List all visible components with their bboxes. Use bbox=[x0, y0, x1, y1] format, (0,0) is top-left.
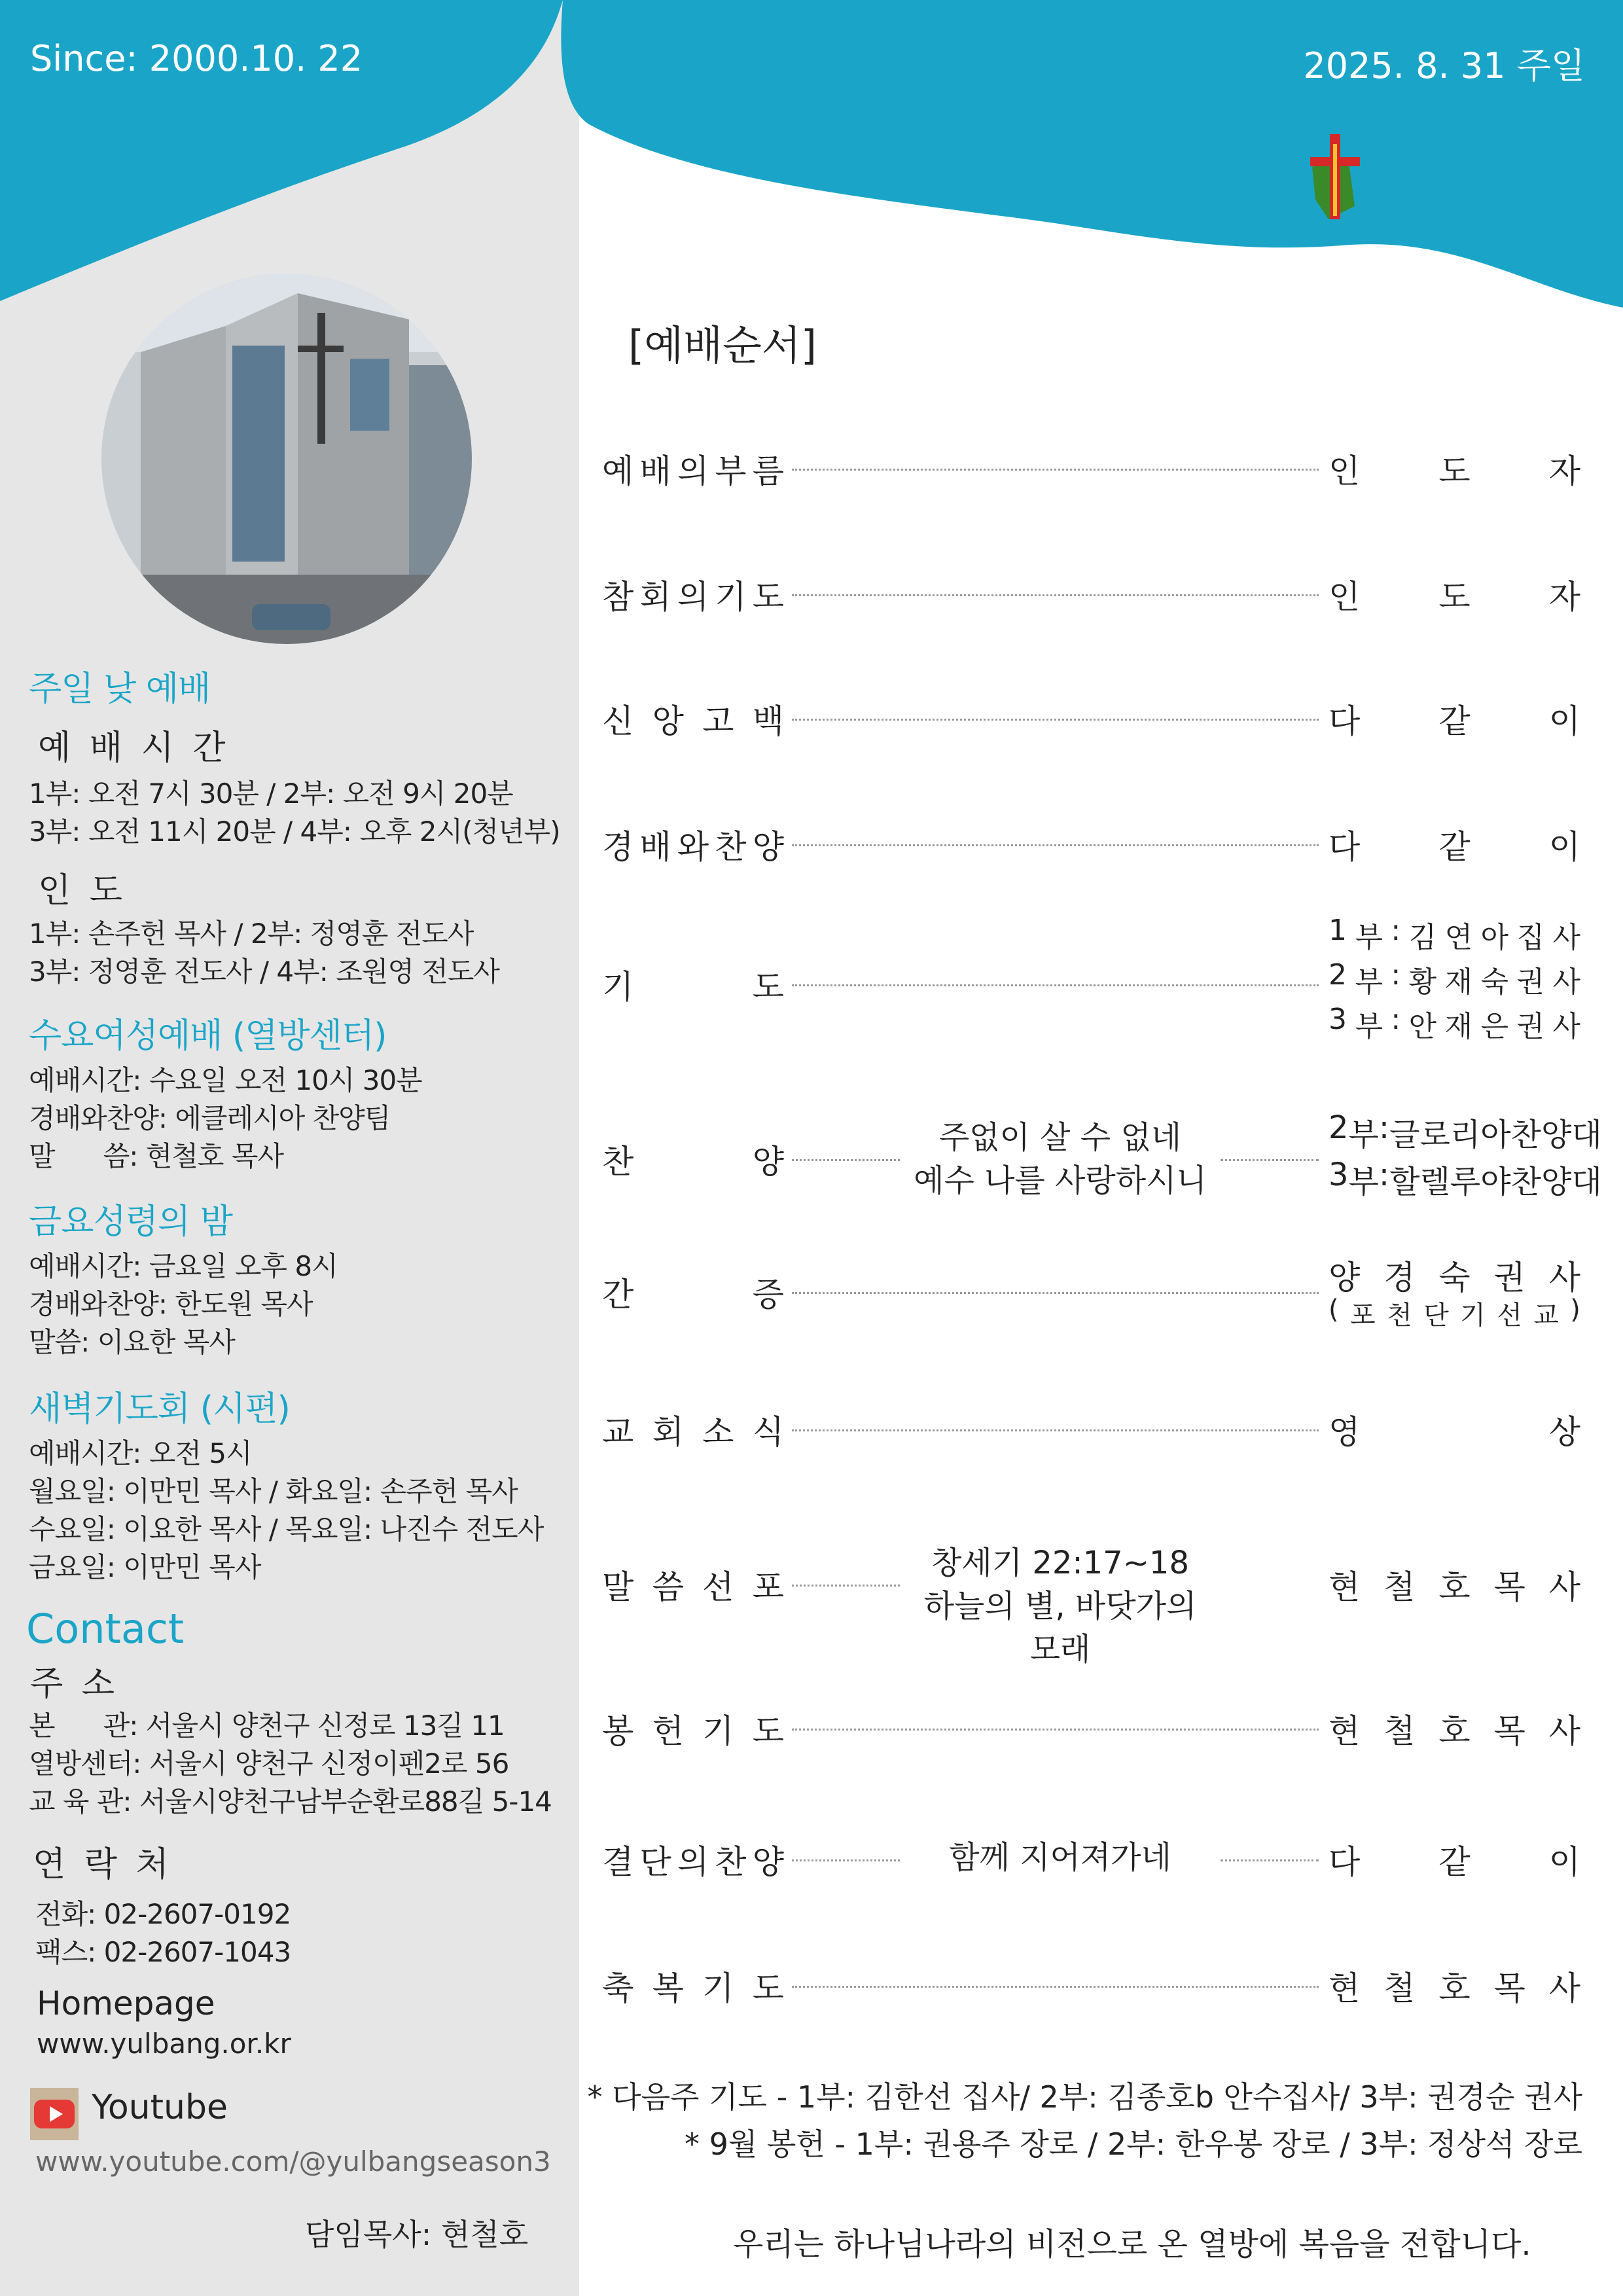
youtube-play-icon[interactable] bbox=[30, 2088, 79, 2140]
wednesday-worship-title: 수요여성예배 (열방센터) bbox=[29, 1016, 387, 1056]
church-logo bbox=[1302, 128, 1603, 226]
order-item-leader: 현 철 호 목 사 bbox=[1329, 1568, 1580, 1606]
address-line: 열방센터: 서울시 양천구 신정이펜2로 56 bbox=[29, 1748, 509, 1780]
sunday-worship-title: 주일 낮 예배 bbox=[29, 670, 211, 709]
leader-line: 1 부 : 김 연 아 집 사 bbox=[1329, 914, 1580, 954]
phone-line: 전화: 02-2607-0192 bbox=[35, 1898, 291, 1930]
order-item-leader: 현 철 호 목 사 bbox=[1329, 1712, 1580, 1750]
senior-pastor: 담임목사: 현철호 bbox=[305, 2217, 529, 2252]
dawn-line: 예배시간: 오전 5시 bbox=[29, 1437, 252, 1469]
order-item-leader-note: ( 포 천 단 기 선 교 ) bbox=[1329, 1295, 1580, 1331]
leader-line: 3 부 : 할 렐 루 야 찬 양 대 bbox=[1329, 1157, 1602, 1200]
order-item-name: 봉 헌 기 도 bbox=[602, 1712, 784, 1750]
sunday-time-line: 1부: 오전 7시 30분 / 2부: 오전 9시 20분 bbox=[29, 778, 513, 810]
wednesday-line: 예배시간: 수요일 오전 10시 30분 bbox=[29, 1064, 422, 1096]
order-item-leader: 양 경 숙 권 사 bbox=[1329, 1259, 1580, 1297]
order-item-leader: 다 같 이 bbox=[1329, 828, 1580, 866]
address-line: 교 육 관: 서울시양천구남부순환로88길 5-14 bbox=[29, 1785, 552, 1818]
order-item-name: 예 배 의 부 름 bbox=[602, 452, 784, 490]
dotted-leader bbox=[792, 1986, 1319, 1988]
order-item-leader: 현 철 호 목 사 bbox=[1329, 1969, 1580, 2007]
leader-line: 2 부 : 황 재 숙 권 사 bbox=[1329, 958, 1580, 999]
next-week-prayer-note: * 다음주 기도 - 1부: 김한선 집사/ 2부: 김종호b 안수집사/ 3부: 권경순 권사 bbox=[587, 2079, 1582, 2115]
church-name: 열방교회 bbox=[1374, 139, 1603, 207]
leader-line: 2 부 : 글 로 리 아 찬 양 대 bbox=[1329, 1109, 1602, 1153]
order-item-name: 신 앙 고 백 bbox=[602, 702, 784, 740]
dotted-leader bbox=[792, 844, 1319, 846]
church-vision: 우리는 하나님나라의 비전으로 온 열방에 복음을 전합니다. bbox=[733, 2226, 1531, 2263]
dawn-line: 월요일: 이만민 목사 / 화요일: 손주헌 목사 bbox=[29, 1475, 518, 1507]
order-item-leader: 다 같 이 bbox=[1329, 1843, 1580, 1881]
dotted-leader bbox=[1221, 1159, 1319, 1161]
address-line: 본 관: 서울시 양천구 신정로 13길 11 bbox=[29, 1710, 505, 1742]
order-item-name: 간 증 bbox=[602, 1276, 784, 1314]
detail-line: 하늘의 별, 바닷가의 모래 bbox=[923, 1588, 1197, 1668]
homepage-link[interactable]: www.yulbang.or.kr bbox=[37, 2028, 291, 2060]
order-item-name: 교 회 소 식 bbox=[602, 1413, 784, 1451]
order-item-leaders bbox=[1329, 914, 1580, 1047]
order-item-detail bbox=[910, 1836, 1211, 1879]
homepage-label: Homepage bbox=[37, 1984, 215, 2022]
wednesday-line: 경배와찬양: 에클레시아 찬양팀 bbox=[29, 1102, 391, 1134]
cross-logo-icon bbox=[1302, 128, 1368, 226]
friday-line: 경배와찬양: 한도원 목사 bbox=[29, 1288, 313, 1320]
order-item-leader: 영 상 bbox=[1329, 1413, 1580, 1451]
dotted-leader bbox=[792, 1859, 900, 1861]
dawn-line: 수요일: 이요한 목사 / 목요일: 나진수 전도사 bbox=[29, 1513, 544, 1545]
sunday-leader-line: 1부: 손주헌 목사 / 2부: 정영훈 전도사 bbox=[29, 918, 474, 950]
dotted-leader bbox=[792, 1159, 900, 1161]
friday-worship-title: 금요성령의 밤 bbox=[29, 1202, 232, 1242]
order-item-leader: 다 같 이 bbox=[1329, 702, 1580, 740]
dotted-leader bbox=[792, 594, 1319, 596]
sunday-leader-line: 3부: 정영훈 전도사 / 4부: 조원영 전도사 bbox=[29, 956, 500, 988]
contact-title: Contact bbox=[26, 1605, 185, 1653]
order-item-leader: 인 도 자 bbox=[1329, 452, 1580, 490]
dotted-leader bbox=[792, 984, 1319, 986]
order-item-name: 경 배 와 찬 양 bbox=[602, 828, 784, 866]
order-item-name: 참 회 의 기 도 bbox=[602, 578, 784, 616]
order-item-detail bbox=[910, 1116, 1211, 1202]
detail-line: 예수 나를 사랑하시니 bbox=[914, 1162, 1207, 1199]
sunday-time-line: 3부: 오전 11시 20분 / 4부: 오후 2시(청년부) bbox=[29, 816, 560, 848]
dotted-leader bbox=[792, 1292, 1319, 1294]
fax-line: 팩스: 02-2607-1043 bbox=[35, 1936, 291, 1968]
youtube-label: Youtube bbox=[92, 2088, 228, 2127]
dotted-leader bbox=[1221, 1859, 1319, 1861]
order-item-name: 결 단 의 찬 양 bbox=[602, 1843, 784, 1881]
address-title: 주 소 bbox=[30, 1664, 118, 1704]
sunday-time-title: 예 배 시 간 bbox=[38, 728, 230, 768]
church-subtitle: ALL NATIONS PRESBYTERIAN CHURCH bbox=[1378, 205, 1573, 215]
dotted-leader bbox=[792, 1429, 1319, 1431]
dawn-line: 금요일: 이만민 목사 bbox=[29, 1551, 261, 1583]
september-offering-note: * 9월 봉헌 - 1부: 권용주 장로 / 2부: 한우봉 장로 / 3부: 정상석 장로 bbox=[684, 2126, 1582, 2162]
order-item-name: 기 도 bbox=[602, 968, 784, 1006]
order-item-name: 말 씀 선 포 bbox=[602, 1568, 784, 1606]
youtube-link[interactable]: www.youtube.com/@yulbangseason3 bbox=[35, 2145, 551, 2178]
leader-line: 3 부 : 안 재 은 권 사 bbox=[1329, 1003, 1580, 1043]
since-date: Since: 2000.10. 22 bbox=[30, 38, 363, 79]
detail-line: 창세기 22:17~18 bbox=[931, 1545, 1189, 1581]
sunday-leader-title: 인 도 bbox=[38, 871, 126, 910]
friday-line: 예배시간: 금요일 오후 8시 bbox=[29, 1250, 338, 1282]
wednesday-line: 말 씀: 현철호 목사 bbox=[29, 1140, 283, 1172]
order-item-detail bbox=[910, 1541, 1211, 1671]
order-item-name: 찬 양 bbox=[602, 1143, 784, 1181]
phone-title: 연 락 처 bbox=[33, 1845, 173, 1884]
friday-line: 말씀: 이요한 목사 bbox=[29, 1326, 235, 1358]
dawn-prayer-title: 새벽기도회 (시편) bbox=[29, 1390, 290, 1429]
detail-line: 함께 지어져가네 bbox=[949, 1839, 1171, 1876]
dotted-leader bbox=[792, 1729, 1319, 1731]
order-item-leaders bbox=[1329, 1109, 1602, 1204]
order-title: [예배순서] bbox=[628, 321, 817, 369]
dotted-leader bbox=[792, 719, 1319, 721]
dotted-leader bbox=[792, 469, 1319, 471]
order-item-name: 축 복 기 도 bbox=[602, 1969, 784, 2007]
worship-date: 2025. 8. 31 주일 bbox=[1303, 45, 1585, 86]
detail-line: 주없이 살 수 없네 bbox=[938, 1119, 1182, 1156]
order-item-leader: 인 도 자 bbox=[1329, 578, 1580, 616]
church-building-photo bbox=[101, 274, 472, 644]
dotted-leader bbox=[792, 1585, 900, 1587]
